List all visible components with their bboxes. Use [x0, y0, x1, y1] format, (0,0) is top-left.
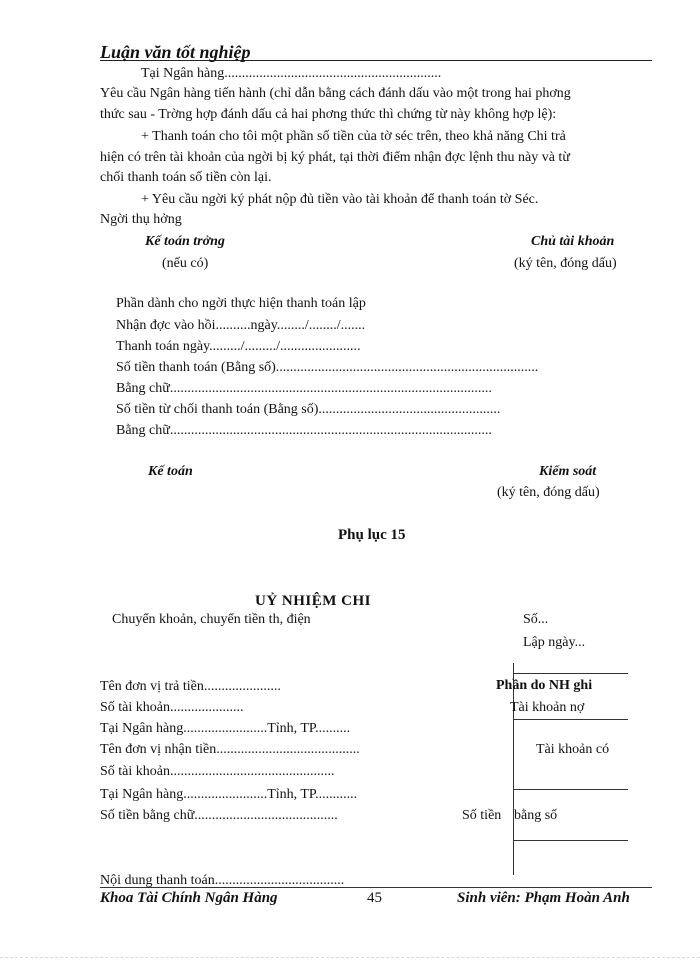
- payer-account-field: Số tài khoản.....................: [100, 700, 244, 715]
- bank-box-divider: [513, 663, 514, 875]
- accountant-label: Kế toán: [148, 464, 193, 479]
- order-date: Lập ngày...: [523, 635, 586, 650]
- footer-faculty: Khoa Tài Chính Ngân Hàng: [100, 890, 278, 906]
- received-at-line: Nhận đợc vào hồi..........ngày......../......../.......: [116, 318, 366, 333]
- if-any-note: (nếu có): [162, 256, 209, 271]
- credit-account-label: Tài khoản có: [536, 742, 610, 757]
- page-number: 45: [367, 890, 382, 906]
- chief-accountant-label: Kế toán trởng: [145, 234, 225, 249]
- amount-number-label: Số tiền: [462, 808, 502, 823]
- request-line-2: thức sau - Trờng hợp đánh dấu cả hai phơng thức thì chứng từ này không hợp lệ):: [100, 107, 557, 122]
- payment-order-title: UỶ NHIỆM CHI: [255, 593, 372, 609]
- footer-student: Sinh viên: Phạm Hoàn Anh: [457, 890, 630, 906]
- request-line-1: Yêu cầu Ngân hàng tiến hành (chỉ dẫn bằng cách đánh dấu vào một trong hai phơng: [100, 86, 571, 101]
- bank-part-label: Phần do NH ghi: [496, 678, 593, 693]
- control-label: Kiểm soát: [539, 464, 597, 479]
- option-1-line-2: hiện có trên tài khoản của ngời bị ký phát, tại thời điểm nhận đợc lệnh thu này và từ: [100, 150, 570, 165]
- bank-line: Tại Ngân hàng..............................................................: [141, 66, 442, 81]
- payee-bank-field: Tại Ngân hàng........................Tỉnh, TP............: [100, 787, 358, 802]
- option-1-line-3: chối thanh toán số tiền còn lại.: [100, 170, 272, 185]
- bank-box-line-4: [514, 840, 628, 841]
- footer-line: [100, 887, 652, 888]
- amount-number-value: bằng số: [514, 808, 558, 823]
- paid-date-line: Thanh toán ngày........./........./.......................: [116, 339, 361, 354]
- bank-box-line-2: [514, 719, 628, 720]
- option-2-line-1: + Yêu cầu ngời ký phát nộp đủ tiền vào tài khoản để thanh toán tờ Séc.: [141, 192, 539, 207]
- refused-number-line: Số tiền từ chối thanh toán (Bằng số)....................................................: [116, 402, 501, 417]
- refused-words-line: Bằng chữ............................................................................................: [116, 423, 492, 438]
- payee-account-field: Số tài khoản...............................................: [100, 764, 335, 779]
- payer-unit-field: Tên đơn vị trả tiền......................: [100, 679, 281, 694]
- sign-seal-note-1: (ký tên, đóng dấu): [514, 256, 617, 271]
- bank-box-top-line: [514, 673, 628, 674]
- debit-account-label: Tài khoản nợ: [510, 700, 585, 715]
- amount-number-line: Số tiền thanh toán (Bằng số)...........................................................................: [116, 360, 539, 375]
- payment-order-subtitle: Chuyển khoản, chuyển tiền th, điện: [112, 612, 311, 627]
- amount-words-field: Số tiền bằng chữ.........................................: [100, 808, 338, 823]
- page-bottom-edge: [0, 957, 700, 958]
- bank-box-line-3: [514, 789, 628, 790]
- order-number: Số...: [523, 612, 549, 627]
- payee-unit-field: Tên đơn vị nhận tiền.........................................: [100, 742, 360, 757]
- appendix-title: Phụ lục 15: [338, 527, 406, 543]
- amount-words-line: Bằng chữ............................................................................................: [116, 381, 492, 396]
- executor-heading: Phần dành cho ngời thực hiện thanh toán lập: [116, 296, 366, 311]
- beneficiary-label: Ngời thụ hởng: [100, 212, 182, 227]
- sign-seal-note-2: (ký tên, đóng dấu): [497, 485, 600, 500]
- document-header-title: Luận văn tốt nghiệp: [100, 42, 251, 62]
- payment-content-field: Nội dung thanh toán.....................................: [100, 873, 345, 888]
- payer-bank-field: Tại Ngân hàng........................Tỉnh, TP..........: [100, 721, 351, 736]
- header-underline: [100, 60, 652, 61]
- option-1-line-1: + Thanh toán cho tôi một phần số tiền của tờ séc trên, theo khả năng Chi trả: [141, 129, 566, 144]
- account-owner-label: Chủ tài khoản: [531, 234, 615, 249]
